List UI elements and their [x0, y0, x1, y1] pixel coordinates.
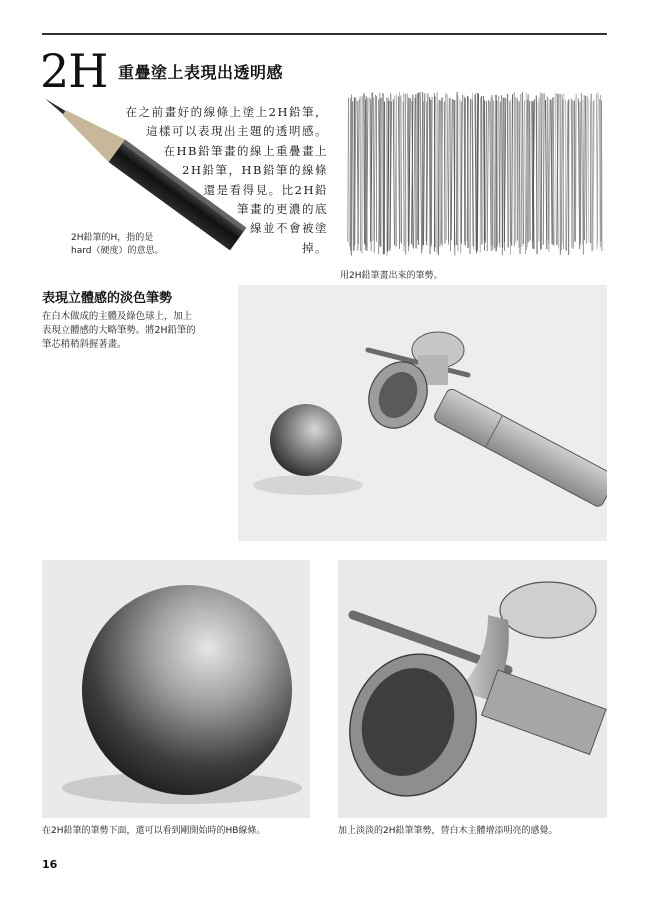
graphite-stroke [555, 93, 556, 245]
graphite-stroke [486, 101, 487, 242]
graphite-stroke [508, 94, 509, 248]
graphite-stroke [525, 101, 526, 255]
graphite-stroke [597, 92, 598, 249]
graphite-stroke [543, 94, 544, 245]
pencil-grade-heading: 2H [40, 44, 108, 98]
graphite-stroke [487, 100, 488, 251]
graphite-stroke [373, 97, 374, 241]
graphite-stroke [536, 96, 537, 255]
graphite-stroke [460, 100, 461, 254]
graphite-stroke [583, 95, 584, 254]
ball-closeup-drawing [42, 560, 310, 818]
intro-line: 2H鉛筆，HB鉛筆的線條 [182, 163, 328, 178]
graphite-stroke [434, 97, 435, 252]
graphite-stroke [395, 95, 396, 246]
graphite-stroke [582, 100, 583, 245]
graphite-stroke [521, 94, 522, 247]
graphite-stroke [457, 92, 458, 245]
graphite-stroke [448, 98, 449, 242]
intro-line: 掉。 [302, 240, 328, 255]
kendama-closeup-caption: 加上淡淡的2H鉛筆筆勢，替白木主體增添明亮的感覺。 [338, 826, 558, 836]
graphite-stroke [591, 94, 592, 243]
graphite-stroke [393, 99, 394, 244]
graphite-stroke [446, 93, 447, 240]
section-heading: 表現立體感的淡色筆勢 [42, 291, 173, 306]
graphite-stroke [374, 95, 375, 253]
graphite-stroke [538, 102, 539, 242]
graphite-stroke [431, 97, 432, 247]
stroke-sample-caption: 用2H鉛筆畫出來的筆勢。 [340, 271, 443, 281]
intro-line: 筆畫的更濃的底 [237, 202, 328, 217]
graphite-stroke [566, 101, 567, 250]
graphite-stroke [354, 98, 355, 251]
graphite-stroke [464, 95, 465, 241]
graphite-stroke [522, 92, 523, 244]
kendama-ball-drawing [238, 285, 607, 541]
page-number: 16 [42, 858, 58, 871]
graphite-stroke [438, 100, 439, 255]
intro-line: 在之前畫好的線條上塗上2H鉛筆， [125, 105, 328, 119]
graphite-stroke [572, 100, 573, 249]
graphite-stroke [601, 95, 602, 241]
graphite-stroke [430, 97, 431, 254]
intro-line: 線並不會被塗 [250, 221, 328, 236]
pencil-caption: 2H鉛筆的H，指的是 hard（硬度）的意思。 [71, 233, 164, 256]
top-rule [42, 33, 607, 35]
graphite-stroke [530, 101, 531, 241]
graphite-stroke [420, 92, 421, 253]
graphite-stroke [551, 100, 552, 244]
graphite-stroke [358, 100, 359, 251]
stroke-sample-image [340, 90, 607, 260]
graphite-stroke [575, 94, 576, 242]
graphite-stroke [545, 100, 546, 249]
intro-line: 在HB鉛筆畫的線上重疊畫上 [163, 143, 328, 158]
graphite-stroke [580, 93, 581, 245]
graphite-stroke [414, 98, 415, 249]
graphite-stroke [348, 98, 349, 242]
graphite-stroke [494, 101, 495, 249]
section-body: 在白木做成的主體及綠色球上，加上 表現立體感的大略筆勢。將2H鉛筆的 筆芯稍稍斜握著畫。 [42, 311, 196, 350]
graphite-stroke [492, 95, 493, 250]
intro-line: 這樣可以表現出主題的透明感。 [146, 124, 328, 139]
graphite-stroke [499, 102, 500, 243]
intro-line: 還是看得見。比2H鉛 [203, 182, 328, 197]
graphite-stroke [549, 99, 550, 252]
page-title: 重疊塗上表現出透明感 [118, 63, 284, 82]
graphite-stroke [585, 96, 586, 240]
graphite-stroke [444, 101, 445, 243]
ball-closeup-caption: 在2H鉛筆的筆勢下面，還可以看到剛開始時的HB線條。 [42, 826, 266, 836]
graphite-stroke [451, 99, 452, 240]
graphite-stroke [512, 94, 513, 245]
graphite-stroke [364, 93, 365, 244]
graphite-stroke [586, 96, 587, 244]
kendama-closeup-drawing [338, 560, 607, 818]
graphite-stroke [578, 99, 579, 250]
graphite-stroke [450, 98, 451, 252]
graphite-stroke [561, 94, 562, 250]
graphite-stroke [401, 95, 402, 243]
graphite-stroke [503, 97, 504, 247]
